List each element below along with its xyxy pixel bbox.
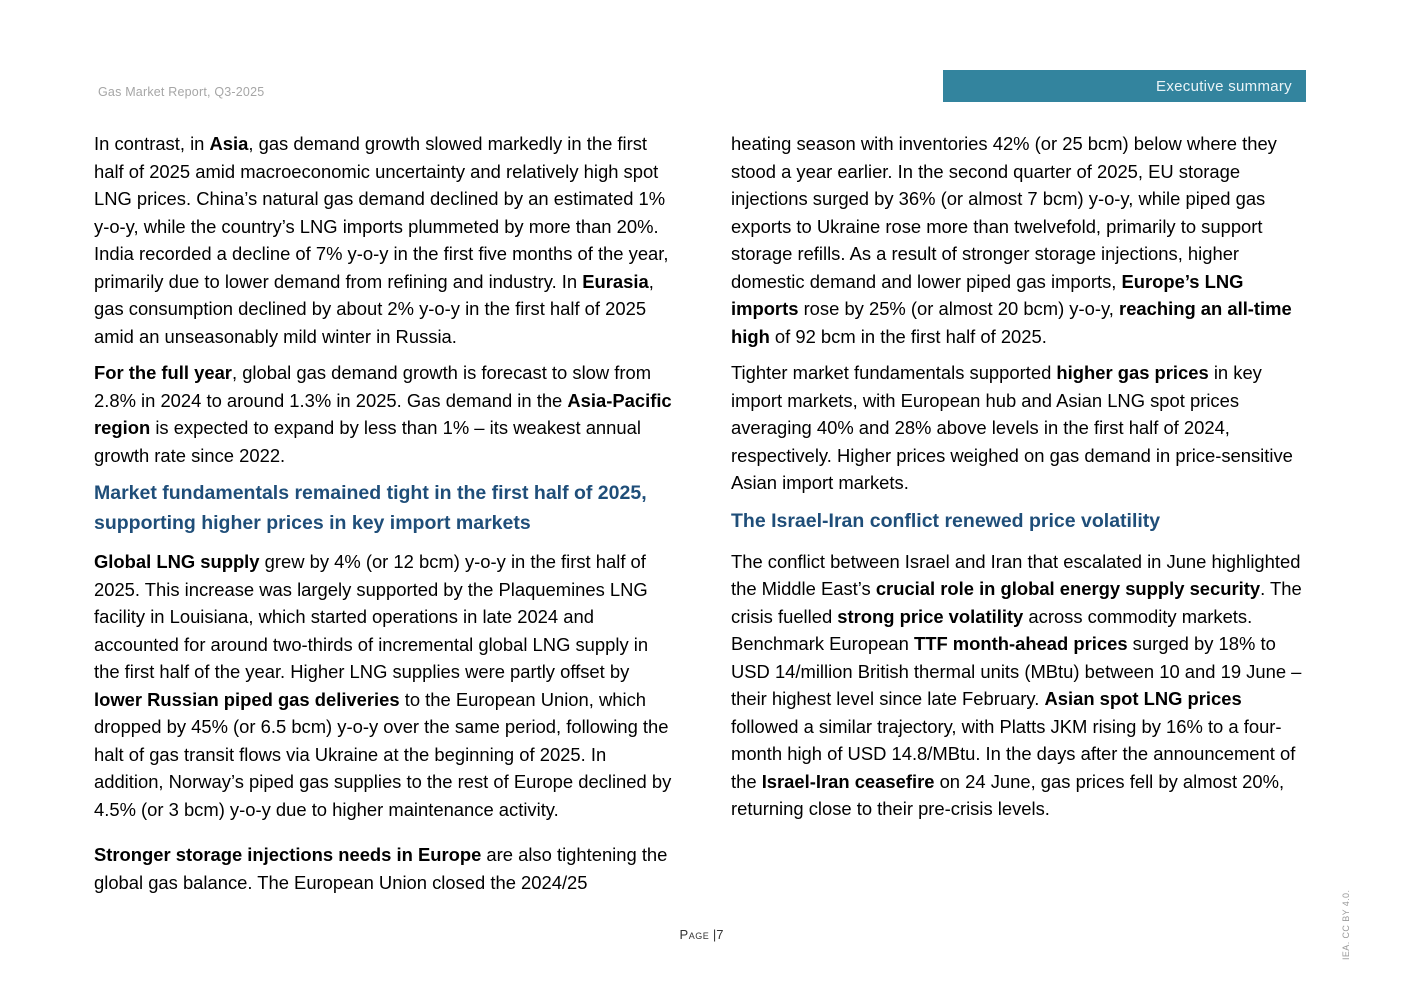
section-label: Executive summary (1156, 77, 1292, 95)
right-column (731, 130, 1311, 832)
paragraph-storage-injections: Stronger storage injections needs in Europe are also tightening the global gas balance. The European Union closed the 2024/25 (94, 844, 668, 893)
paragraph-full-year: For the full year, global gas demand growth is forecast to slow from 2.8% in 2024 to around 1.3% in 2025. Gas demand in the Asia-Pacific region is expected to expand by less than 1% – its weakest annual growth rate since 2022. (94, 362, 672, 466)
paragraph-lng-supply: Global LNG supply grew by 4% (or 12 bcm) y-o-y in the first half of 2025. This increase was largely supported by the Plaquemines LNG facility in Louisiana, which started operations in late 2024 and accounted for around two-thirds of incremental global LNG supply in the first half of the year. Higher LNG supplies were partly offset by lower Russian piped gas deliveries to the European Union, which dropped by 45% (or 6.5 bcm) y-o-y over the same period, following the halt of gas transit flows via Ukraine at the beginning of 2025. In addition, Norway’s piped gas supplies to the rest of Europe declined by 4.5% (or 3 bcm) y-o-y due to higher maintenance activity. (94, 551, 672, 820)
report-title: Gas Market Report, Q3-2025 (98, 85, 265, 99)
paragraph-israel-iran-conflict: The conflict between Israel and Iran that escalated in June highlighted the Middle East’s crucial role in global energy supply security. The crisis fuelled strong price volatility across commodity markets. Benchmark European TTF month-ahead prices surged by 18% to USD 14/million British thermal units (MBtu) between 10 and 19 June – their highest level since late February. Asian spot LNG prices followed a similar trajectory, with Platts JKM rising by 16% to a four-month high of USD 14.8/MBtu. In the days after the announcement of the Israel-Iran ceasefire on 24 June, gas prices fell by almost 20%, returning close to their pre-crisis levels. (731, 550, 1302, 819)
paragraph-europe-lng: heating season with inventories 42% (or 25 bcm) below where they stood a year earlier. In the second quarter of 2025, EU storage injections surged by 36% (or almost 7 bcm) y-o-y, while piped gas exports to Ukraine rose more than twelvefold, primarily to support storage refills. As a result of stronger storage injections, higher domestic demand and lower piped gas imports, Europe’s LNG imports rose by 25% (or almost 20 bcm) y-o-y, reaching an all-time high of 92 bcm in the first half of 2025. (731, 133, 1292, 347)
paragraph-gas-prices: Tighter market fundamentals supported higher gas prices in key import markets, with European hub and Asian LNG spot prices averaging 40% and 28% above levels in the first half of 2024, respectively. Higher prices weighed on gas demand in price-sensitive Asian import markets. (731, 362, 1293, 493)
section-label-banner (943, 70, 1306, 102)
section-heading-israel-iran: The Israel-Iran conflict renewed price volatility (731, 509, 1161, 532)
paragraph-asia-demand: In contrast, in Asia, gas demand growth slowed markedly in the first half of 2025 amid macroeconomic uncertainty and relatively high spot LNG prices. China’s natural gas demand declined by an estimated 1% y-o-y, while the country’s LNG imports plummeted by more than 20%. India recorded a decline of 7% y-o-y in the first five months of the year, primarily due to lower demand from refining and industry. In Eurasia, gas consumption declined by about 2% y-o-y in the first half of 2025 amid an unseasonably mild winter in Russia. (94, 133, 669, 347)
section-heading-market-fundamentals: Market fundamentals remained tight in the first half of 2025, supporting higher prices in key import markets (94, 482, 647, 534)
page-label: Page (679, 927, 710, 942)
page-number: 7 (716, 927, 724, 942)
left-column (94, 130, 676, 905)
license-note: IEA. CC BY 4.0. (1341, 889, 1351, 960)
page-separator: | (712, 927, 717, 942)
page-footer (0, 927, 1403, 942)
